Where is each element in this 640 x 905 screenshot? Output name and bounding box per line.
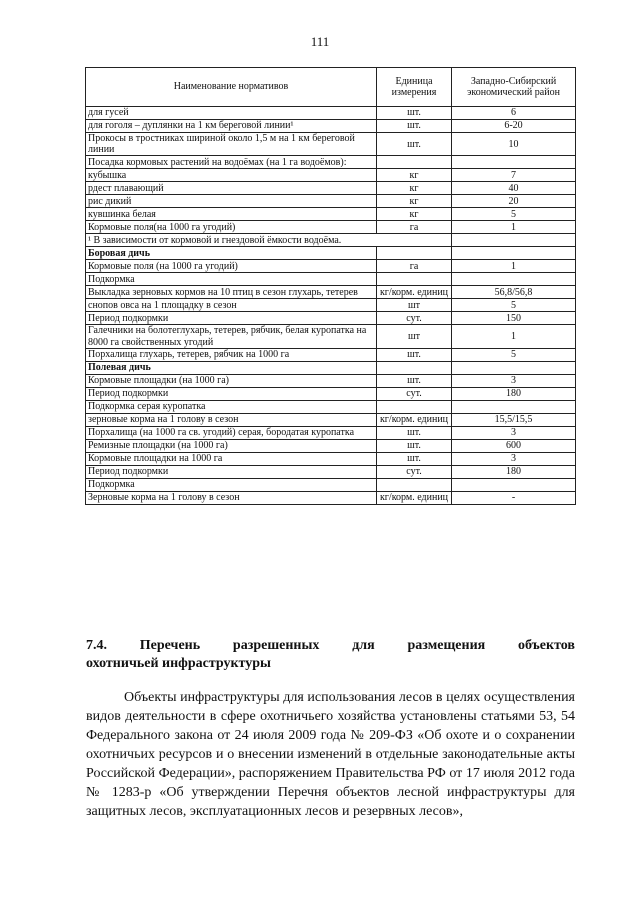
row-value-cell: 1 <box>452 260 576 273</box>
empty-cell <box>452 234 576 247</box>
header-name: Наименование нормативов <box>86 68 377 107</box>
row-value-cell: 56,8/56,8 <box>452 286 576 299</box>
table-row <box>86 400 576 413</box>
row-unit-cell: га <box>377 221 452 234</box>
row-value-cell: 5 <box>452 208 576 221</box>
row-unit-cell: га <box>377 260 452 273</box>
row-name-cell: для гусей <box>86 107 377 120</box>
header-unit: Единица измерения <box>377 68 452 107</box>
table-row <box>86 348 576 361</box>
row-unit-cell: кг/корм. единиц <box>377 491 452 504</box>
row-unit-cell <box>377 156 452 169</box>
row-unit-cell: шт <box>377 325 452 348</box>
row-value-cell: 6 <box>452 107 576 120</box>
empty-cell <box>377 361 452 374</box>
table-row <box>86 387 576 400</box>
row-value-cell: 3 <box>452 374 576 387</box>
table-row <box>86 465 576 478</box>
row-name-cell: кувшинка белая <box>86 208 377 221</box>
row-value-cell: 5 <box>452 348 576 361</box>
row-name-cell: Подкормка <box>86 478 377 491</box>
row-name-cell: Зерновые корма на 1 голову в сезон <box>86 491 377 504</box>
table-row <box>86 260 576 273</box>
row-name-cell: снопов овса на 1 площадку в сезон <box>86 299 377 312</box>
row-unit-cell: кг <box>377 208 452 221</box>
table-row <box>86 286 576 299</box>
row-unit-cell: шт. <box>377 348 452 361</box>
row-value-cell: 5 <box>452 299 576 312</box>
row-value-cell: 1 <box>452 221 576 234</box>
row-unit-cell: кг/корм. единиц <box>377 286 452 299</box>
table-row <box>86 120 576 133</box>
row-value-cell: 7 <box>452 169 576 182</box>
row-name-cell: Порхалища глухарь, тетерев, рябчик на 1000 га <box>86 348 377 361</box>
row-name-cell: Кормовые поля(на 1000 га угодий) <box>86 221 377 234</box>
row-value-cell <box>452 478 576 491</box>
table-row <box>86 208 576 221</box>
row-unit-cell: кг <box>377 182 452 195</box>
row-name-cell: кубышка <box>86 169 377 182</box>
table-row <box>86 312 576 325</box>
row-name-cell: рдест плавающий <box>86 182 377 195</box>
row-unit-cell: сут. <box>377 465 452 478</box>
row-value-cell: 3 <box>452 452 576 465</box>
row-name-cell: Период подкормки <box>86 312 377 325</box>
table-row <box>86 169 576 182</box>
table-row <box>86 413 576 426</box>
row-unit-cell: шт. <box>377 374 452 387</box>
row-name-cell: Подкормка серая куропатка <box>86 400 377 413</box>
row-unit-cell: шт. <box>377 107 452 120</box>
row-unit-cell: шт. <box>377 452 452 465</box>
row-unit-cell: шт. <box>377 439 452 452</box>
row-unit-cell <box>377 400 452 413</box>
row-value-cell <box>452 400 576 413</box>
row-value-cell: 20 <box>452 195 576 208</box>
row-name-cell: Кормовые площадки (на 1000 га) <box>86 374 377 387</box>
row-name-cell: Период подкормки <box>86 387 377 400</box>
header-region: Западно-Сибирский экономический район <box>452 68 576 107</box>
table-row <box>86 299 576 312</box>
section-title-cell: Полевая дичь <box>86 361 377 374</box>
row-name-cell: Галечники на болотеглухарь, тетерев, рябчик, белая куропатка на 8000 га свойственных угодий <box>86 325 377 348</box>
row-value-cell: 180 <box>452 465 576 478</box>
section-title-cell: Боровая дичь <box>86 247 377 260</box>
row-name-cell: Кормовые площадки на 1000 га <box>86 452 377 465</box>
row-name-cell: Выкладка зерновых кормов на 10 птиц в сезон глухарь, тетерев <box>86 286 377 299</box>
empty-cell <box>377 247 452 260</box>
page-number: 111 <box>310 34 330 49</box>
table-row <box>86 273 576 286</box>
row-unit-cell: кг <box>377 169 452 182</box>
row-value-cell: 3 <box>452 426 576 439</box>
row-value-cell: 180 <box>452 387 576 400</box>
section-heading-line2: охотничьей инфраструктуры <box>86 656 271 671</box>
row-value-cell: 150 <box>452 312 576 325</box>
row-name-cell: Период подкормки <box>86 465 377 478</box>
table-row <box>86 107 576 120</box>
body-paragraph: Объекты инфраструктуры для использования лесов в целях осуществления видов деятельности в сфере охотничьего хозяйства установлены статьями 53, 54 Федерального закона от 24 июля 2009 года № 209-ФЗ «Об охоте и о сохранении охотничьих ресурсов и о внесении изменений в отдельные законодательные акты Российской Федерации», распоряжением Правительства РФ от 17 июля 2012 года № 1283-р «Об утверждении Перечня объектов лесной инфраструктуры для защитных лесов, эксплуатационных лесов и резервных лесов», <box>86 690 575 819</box>
row-value-cell: 10 <box>452 133 576 156</box>
row-unit-cell: кг <box>377 195 452 208</box>
row-unit-cell: сут. <box>377 312 452 325</box>
table-row <box>86 361 576 374</box>
row-name-cell: Подкормка <box>86 273 377 286</box>
row-unit-cell: сут. <box>377 387 452 400</box>
row-name-cell: Прокосы в тростниках шириной около 1,5 м на 1 км береговой линии <box>86 133 377 156</box>
row-name-cell: для гоголя – дуплянки на 1 км береговой линии¹ <box>86 120 377 133</box>
empty-cell <box>452 361 576 374</box>
table-row <box>86 234 576 247</box>
section-heading <box>86 637 575 673</box>
table-row <box>86 478 576 491</box>
row-unit-cell: шт. <box>377 120 452 133</box>
table-row <box>86 491 576 504</box>
table-row <box>86 439 576 452</box>
norms-table <box>85 67 576 505</box>
table-row <box>86 247 576 260</box>
table-header-row <box>86 68 576 107</box>
row-value-cell: 600 <box>452 439 576 452</box>
row-name-cell: Порхалища (на 1000 га св. угодий) серая, бородатая куропатка <box>86 426 377 439</box>
row-unit-cell <box>377 478 452 491</box>
row-value-cell: 6-20 <box>452 120 576 133</box>
table-row <box>86 325 576 348</box>
row-name-cell: Ремизные площадки (на 1000 га) <box>86 439 377 452</box>
row-value-cell: 1 <box>452 325 576 348</box>
table-row <box>86 156 576 169</box>
empty-cell <box>452 247 576 260</box>
row-value-cell <box>452 156 576 169</box>
table-row <box>86 374 576 387</box>
row-unit-cell: кг/корм. единиц <box>377 413 452 426</box>
table-row <box>86 221 576 234</box>
row-unit-cell: шт. <box>377 133 452 156</box>
table-row <box>86 182 576 195</box>
row-unit-cell <box>377 273 452 286</box>
row-unit-cell: шт. <box>377 426 452 439</box>
row-value-cell: - <box>452 491 576 504</box>
table-row <box>86 452 576 465</box>
row-value-cell: 40 <box>452 182 576 195</box>
row-value-cell: 15,5/15,5 <box>452 413 576 426</box>
table-row <box>86 195 576 208</box>
footnote-cell: ¹ В зависимости от кормовой и гнездовой ёмкости водоёма. <box>86 234 452 247</box>
section-heading-line1: 7.4. Перечень разрешенных для размещения объектов <box>86 638 575 653</box>
row-name-cell: Кормовые поля (на 1000 га угодий) <box>86 260 377 273</box>
table-row <box>86 133 576 156</box>
row-name-cell: зерновые корма на 1 голову в сезон <box>86 413 377 426</box>
table-row <box>86 426 576 439</box>
row-name-cell: рис дикий <box>86 195 377 208</box>
row-unit-cell: шт <box>377 299 452 312</box>
row-name-cell: Посадка кормовых растений на водоёмах (на 1 га водоёмов): <box>86 156 377 169</box>
row-value-cell <box>452 273 576 286</box>
